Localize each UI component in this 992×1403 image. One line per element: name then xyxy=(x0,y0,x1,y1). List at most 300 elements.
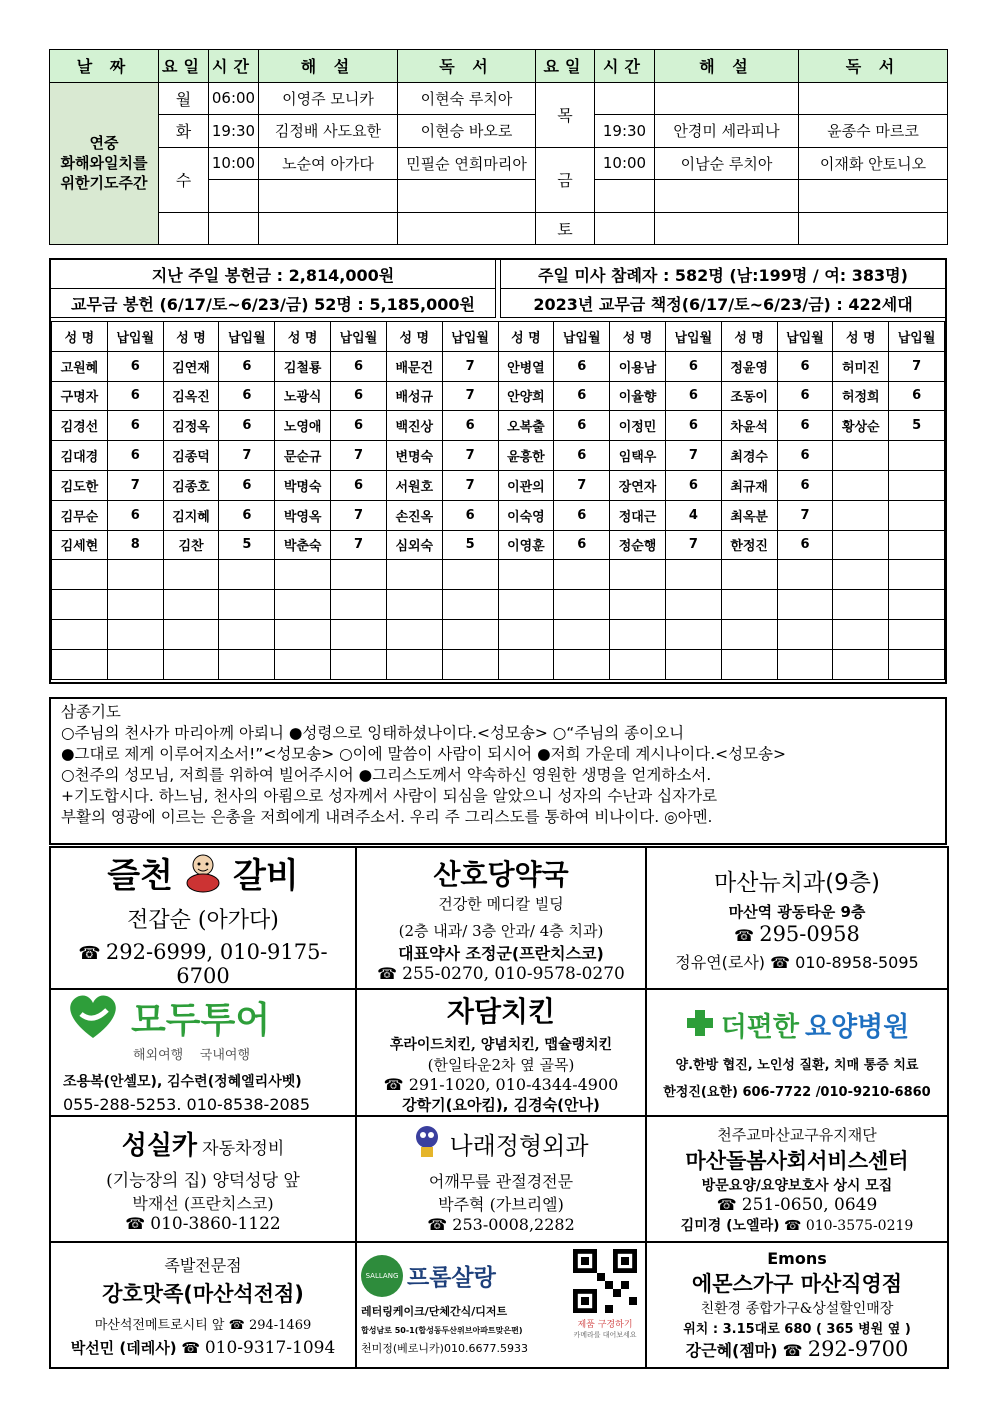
donor-name-cell: 김지혜 xyxy=(163,500,219,530)
time-cell xyxy=(595,212,655,245)
donor-name-cell: 김종덕 xyxy=(163,441,219,471)
donor-months-cell xyxy=(665,590,721,620)
day-cell xyxy=(159,212,209,245)
ad-title: 마산뉴치과(9층) xyxy=(714,869,880,896)
donor-months-cell xyxy=(889,649,945,679)
ad-detail: (한일타운2차 옆 골목) xyxy=(427,1056,575,1074)
ad-detail: 양.한방 협진, 노인성 질환, 치매 통증 치료 xyxy=(675,1058,919,1073)
donor-months-cell: 6 xyxy=(554,500,610,530)
donor-months-cell: 6 xyxy=(331,351,387,381)
commentator-cell: 이남순 루치아 xyxy=(655,147,799,180)
donor-name-cell xyxy=(721,649,777,679)
donor-name-cell xyxy=(833,649,889,679)
modetour-logo-text: 모두투어 xyxy=(131,1000,271,1041)
donor-months-cell: 6 xyxy=(665,381,721,411)
ad-owner: 정유연(로사) xyxy=(675,952,766,972)
donor-name-cell: 김경선 xyxy=(52,411,108,441)
donor-name-cell xyxy=(833,500,889,530)
donor-name-cell xyxy=(610,619,666,649)
galbi-logo-text: 갈비 xyxy=(233,856,299,896)
donor-months-cell: 7 xyxy=(331,500,387,530)
donor-row xyxy=(52,500,945,530)
ad-subtitle: 자동차정비 xyxy=(202,1138,285,1159)
ad-title: 산호당약국 xyxy=(433,857,569,891)
donor-months-cell: 6 xyxy=(777,530,833,560)
schedule-header-cell: 해 설 xyxy=(655,50,799,83)
donor-months-cell xyxy=(665,649,721,679)
donor-name-cell xyxy=(610,649,666,679)
ad-title: 강호맛족(마산석전점) xyxy=(102,1281,304,1306)
commentator-cell xyxy=(655,82,799,115)
donor-name-cell: 김세현 xyxy=(52,530,108,560)
donor-months-cell: 6 xyxy=(777,351,833,381)
donor-row xyxy=(52,441,945,471)
schedule-header-cell: 시간 xyxy=(595,50,655,83)
donor-months-cell: 6 xyxy=(219,381,275,411)
ad-detail: 후라이드치킨, 양념치킨, 맵슐랭치킨 xyxy=(389,1037,613,1053)
prayer-line: ○주님의 천사가 마리아께 아뢰니 ●성령으로 잉태하셨나이다.<성모송> ○“주님의 종이오니 xyxy=(61,724,685,742)
ad-bakery xyxy=(356,1242,646,1368)
donor-name-cell: 김종호 xyxy=(163,470,219,500)
ad-address: 위치 : 3.15대로 680 ( 365 병원 옆 ) xyxy=(683,1322,911,1337)
label-line: 위한기도주간 xyxy=(60,174,148,193)
commentator-cell: 안경미 세라피나 xyxy=(655,115,799,148)
ad-title: 프롬살랑 xyxy=(407,1265,496,1291)
donor-name-cell xyxy=(52,619,108,649)
ad-owner: 김미경 (노엘라) xyxy=(680,1217,780,1234)
donor-name-cell: 백진상 xyxy=(386,411,442,441)
ad-subtitle: 방문요양/요양보호사 상시 모집 xyxy=(701,1177,893,1194)
months-header: 납입월 xyxy=(889,322,945,352)
reader-cell xyxy=(799,212,948,245)
donor-months-cell xyxy=(219,590,275,620)
donor-name-cell xyxy=(498,590,554,620)
donor-months-cell: 6 xyxy=(665,470,721,500)
donor-name-cell: 박명숙 xyxy=(275,470,331,500)
donor-name-cell xyxy=(721,560,777,590)
donor-name-cell xyxy=(610,560,666,590)
donor-row xyxy=(52,649,945,679)
cross-icon xyxy=(685,1008,715,1042)
ad-pharmacy xyxy=(356,847,646,989)
ad-orthopedics xyxy=(356,1116,646,1242)
donor-months-cell xyxy=(554,619,610,649)
donor-name-cell: 김대경 xyxy=(52,441,108,471)
ad-org: 천주교마산교구유지재단 xyxy=(717,1125,877,1144)
donor-months-cell: 7 xyxy=(219,441,275,471)
sallang-badge: SALLANG xyxy=(361,1255,403,1297)
donor-name-cell xyxy=(52,560,108,590)
donor-name-cell xyxy=(386,590,442,620)
donor-months-cell xyxy=(442,590,498,620)
heart-logo-icon xyxy=(63,992,123,1044)
donor-name-cell xyxy=(163,649,219,679)
donor-name-cell xyxy=(275,619,331,649)
qr-code-icon[interactable] xyxy=(573,1249,637,1313)
months-header: 납입월 xyxy=(442,322,498,352)
ad-phone: 055-288-5253. 010-8538-2085 xyxy=(63,1094,311,1114)
ad-phone: 251-0650, 0649 xyxy=(741,1194,878,1215)
ad-phone: 010-9317-1094 xyxy=(204,1337,336,1358)
phone-icon: ☎ xyxy=(181,1338,201,1357)
donor-months-cell: 6 xyxy=(331,381,387,411)
donor-months-cell: 7 xyxy=(777,500,833,530)
phone-icon: ☎ xyxy=(770,952,791,972)
ad-subtitle: 친환경 종합가구&상설할인매장 xyxy=(700,1301,894,1317)
donor-name-cell: 한정진 xyxy=(721,530,777,560)
donor-months-cell: 6 xyxy=(554,351,610,381)
donor-name-cell: 이관의 xyxy=(498,470,554,500)
donor-months-cell xyxy=(777,649,833,679)
donor-months-cell: 7 xyxy=(442,441,498,471)
ad-galbi xyxy=(50,847,356,989)
ad-owner: 전갑순 (아가다) xyxy=(127,908,279,933)
phone-icon: ☎ xyxy=(383,1075,404,1094)
donor-months-cell: 7 xyxy=(889,351,945,381)
months-header: 납입월 xyxy=(219,322,275,352)
schedule-header-cell: 독 서 xyxy=(398,50,536,83)
donor-row xyxy=(52,381,945,411)
donor-name-cell: 서원호 xyxy=(386,470,442,500)
donor-name-cell xyxy=(498,649,554,679)
name-header: 성 명 xyxy=(610,322,666,352)
donor-months-cell xyxy=(219,560,275,590)
donor-name-cell: 황상순 xyxy=(833,411,889,441)
ad-hospital xyxy=(646,989,948,1116)
ad-detail: 레터링케이크/단체간식/디저트 xyxy=(361,1304,508,1318)
donor-months-cell xyxy=(777,560,833,590)
donor-months-cell: 6 xyxy=(107,411,163,441)
donor-name-cell: 손진옥 xyxy=(386,500,442,530)
commentator-cell: 이영주 모니카 xyxy=(259,82,398,115)
ad-chicken xyxy=(356,989,646,1116)
last-week-offering: 지난 주일 봉헌금 : 2,814,000원 xyxy=(51,260,496,289)
donor-months-cell: 6 xyxy=(665,351,721,381)
ad-subtitle: 건강한 메디칼 빌딩 xyxy=(438,894,564,913)
donor-months-cell: 4 xyxy=(665,500,721,530)
donor-months-cell xyxy=(331,590,387,620)
reader-cell: 이현숙 루치아 xyxy=(398,82,536,115)
donor-name-cell: 김정옥 xyxy=(163,411,219,441)
donor-months-cell: 5 xyxy=(442,530,498,560)
ad-phone: 292-9700 xyxy=(807,1337,909,1361)
donor-months-cell: 6 xyxy=(107,500,163,530)
commentator-cell: 노순여 아가다 xyxy=(259,147,398,180)
ad-carrepair xyxy=(50,1116,356,1242)
donor-months-cell xyxy=(442,649,498,679)
ad-subtitle: 족발전문점 xyxy=(164,1255,242,1275)
day-cell: 금 xyxy=(536,147,595,212)
donor-months-cell xyxy=(665,560,721,590)
donor-name-cell: 김도한 xyxy=(52,470,108,500)
donor-name-cell: 김옥진 xyxy=(163,381,219,411)
reader-cell: 이현승 바오로 xyxy=(398,115,536,148)
donor-name-cell xyxy=(275,649,331,679)
donor-months-cell: 7 xyxy=(442,381,498,411)
donor-months-cell: 7 xyxy=(554,470,610,500)
donor-name-cell xyxy=(163,590,219,620)
donor-name-cell: 이율향 xyxy=(610,381,666,411)
time-cell: 19:30 xyxy=(595,115,655,148)
donor-name-cell: 김무순 xyxy=(52,500,108,530)
donor-name-cell: 구명자 xyxy=(52,381,108,411)
name-header: 성 명 xyxy=(498,322,554,352)
phone-icon: ☎ xyxy=(734,925,755,945)
donor-name-cell: 정대근 xyxy=(610,500,666,530)
label-line: 화해와일치를 xyxy=(60,154,148,173)
ad-subtitle: 마산역 광동타운 9층 xyxy=(728,902,866,921)
donor-months-cell xyxy=(554,649,610,679)
months-header: 납입월 xyxy=(331,322,387,352)
dues-assessment: 2023년 교무금 책정(6/17/토~6/23/금) : 422세대 xyxy=(501,289,946,318)
donor-months-cell xyxy=(554,590,610,620)
donor-name-cell xyxy=(163,560,219,590)
name-header: 성 명 xyxy=(721,322,777,352)
donor-row xyxy=(52,351,945,381)
donor-months-cell xyxy=(442,619,498,649)
reader-cell: 윤종수 마르코 xyxy=(799,115,948,148)
donor-name-cell xyxy=(386,560,442,590)
ad-phone: 010-3860-1122 xyxy=(150,1213,281,1234)
donor-header-row xyxy=(52,322,945,352)
donor-name-cell: 김철룡 xyxy=(275,351,331,381)
time-cell: 10:00 xyxy=(209,147,259,180)
donor-months-cell xyxy=(442,560,498,590)
months-header: 납입월 xyxy=(777,322,833,352)
donor-name-cell xyxy=(833,560,889,590)
name-header: 성 명 xyxy=(52,322,108,352)
donor-name-cell xyxy=(52,590,108,620)
ad-detail: (2층 내과/ 3층 안과/ 4층 치과) xyxy=(398,921,604,940)
donor-name-cell: 윤흥한 xyxy=(498,441,554,471)
reader-cell: 민필순 연희마리아 xyxy=(398,147,536,180)
reader-cell: 이재화 안토니오 xyxy=(799,147,948,180)
donor-months-cell: 7 xyxy=(107,470,163,500)
donor-name-cell: 최규재 xyxy=(721,470,777,500)
donor-months-cell xyxy=(331,560,387,590)
donor-months-cell: 8 xyxy=(107,530,163,560)
donor-name-cell xyxy=(275,590,331,620)
reader-cell xyxy=(398,212,536,245)
donor-months-cell: 5 xyxy=(219,530,275,560)
ad-phone: 294-1469 xyxy=(248,1317,312,1333)
donor-name-cell xyxy=(721,619,777,649)
donor-name-cell: 정윤영 xyxy=(721,351,777,381)
qr-caption: 카메라를 대어보세요 xyxy=(573,1331,637,1339)
time-cell: 10:00 xyxy=(595,147,655,180)
ad-jokbal xyxy=(50,1242,356,1368)
ad-owner: 박선민 (데레사) xyxy=(70,1338,177,1357)
donor-name-cell: 조동이 xyxy=(721,381,777,411)
commentator-cell xyxy=(259,180,398,213)
phone-icon: ☎ xyxy=(716,1194,737,1214)
phone-icon: ☎ xyxy=(125,1213,146,1233)
donor-name-cell: 허정희 xyxy=(833,381,889,411)
donor-months-cell xyxy=(889,590,945,620)
time-cell xyxy=(209,212,259,245)
donor-name-cell xyxy=(833,619,889,649)
donor-name-cell: 임택우 xyxy=(610,441,666,471)
donor-months-cell xyxy=(107,619,163,649)
donor-months-cell: 6 xyxy=(331,470,387,500)
schedule-header-cell: 요일 xyxy=(159,50,209,83)
ad-phone: 010-3575-0219 xyxy=(805,1217,914,1234)
donor-months-cell: 6 xyxy=(665,411,721,441)
donor-months-cell xyxy=(219,649,275,679)
ad-tag: 해외여행 xyxy=(133,1047,184,1063)
donor-months-cell: 6 xyxy=(777,411,833,441)
prayer-line: ●그대로 제게 이루어지소서!”<성모송> ○이에 말씀이 사람이 되시어 ●저희 가운데 계시나이다.<성모송> xyxy=(61,745,787,763)
ad-detail: 어깨무릎 관절경전문 xyxy=(428,1171,574,1191)
dues-offering: 교무금 봉헌 (6/17/토~6/23/금) 52명 : 5,185,000원 xyxy=(51,289,496,318)
schedule-header-cell: 해 설 xyxy=(259,50,398,83)
day-cell: 수 xyxy=(159,147,209,212)
donor-name-cell xyxy=(163,619,219,649)
donor-months-cell xyxy=(889,441,945,471)
donor-name-cell: 이영훈 xyxy=(498,530,554,560)
ad-owner: 강근혜(젬마) xyxy=(685,1341,778,1360)
schedule-header-cell: 시간 xyxy=(209,50,259,83)
offering-summary xyxy=(51,260,945,318)
ad-phone: 295-0958 xyxy=(759,921,860,946)
ad-dental xyxy=(646,847,948,989)
ad-tag: 국내여행 xyxy=(199,1047,250,1063)
donor-name-cell: 최옥분 xyxy=(721,500,777,530)
donor-months-cell: 6 xyxy=(777,441,833,471)
donor-months-cell: 6 xyxy=(331,411,387,441)
donor-row xyxy=(52,411,945,441)
ad-title: 마산돌봄사회서비스센터 xyxy=(685,1148,909,1173)
donor-row xyxy=(52,590,945,620)
mascot-icon xyxy=(413,1125,441,1163)
time-cell xyxy=(595,82,655,115)
donor-name-cell xyxy=(498,619,554,649)
label-line: 연중 xyxy=(89,134,119,153)
donor-name-cell: 오복출 xyxy=(498,411,554,441)
donor-months-cell xyxy=(777,619,833,649)
donor-months-cell: 6 xyxy=(219,470,275,500)
donor-name-cell: 이용남 xyxy=(610,351,666,381)
donor-name-cell: 노광식 xyxy=(275,381,331,411)
donor-name-cell xyxy=(386,649,442,679)
offering-section xyxy=(49,258,947,684)
donor-months-cell: 6 xyxy=(554,381,610,411)
ad-phone: 한정진(요한) 606-7722 /010-9210-6860 xyxy=(663,1085,931,1100)
schedule-header-cell: 날 짜 xyxy=(50,50,159,83)
reader-cell xyxy=(799,82,948,115)
donor-row xyxy=(52,470,945,500)
donor-row xyxy=(52,530,945,560)
qr-caption: 제품 구경하기 xyxy=(577,1320,633,1330)
donor-name-cell: 안양희 xyxy=(498,381,554,411)
donor-months-cell xyxy=(107,590,163,620)
hospital-logo-text: 더편한 xyxy=(720,1012,799,1043)
chef-mascot-icon xyxy=(181,849,225,897)
donor-name-cell xyxy=(275,560,331,590)
ad-title: 자담치킨 xyxy=(446,995,556,1028)
months-header: 납입월 xyxy=(665,322,721,352)
donor-months-cell xyxy=(665,619,721,649)
commentator-cell: 김정배 사도요한 xyxy=(259,115,398,148)
donor-row xyxy=(52,560,945,590)
ad-care-center xyxy=(646,1116,948,1242)
ad-owner: 강학기(요아킴), 김경숙(안나) xyxy=(402,1096,600,1114)
phone-icon: ☎ xyxy=(78,943,101,964)
donor-name-cell: 심외숙 xyxy=(386,530,442,560)
prayer-line: +기도합시다. 하느님, 천사의 아룀으로 성자께서 사람이 되심을 알았으니 성자의 수난과 십자가로 xyxy=(61,787,718,805)
ad-furniture xyxy=(646,1242,948,1368)
time-cell: 19:30 xyxy=(209,115,259,148)
commentator-cell xyxy=(655,180,799,213)
donor-name-cell xyxy=(833,470,889,500)
donor-name-cell xyxy=(610,590,666,620)
ad-phone: 천미정(베로니카)010.6677.5933 xyxy=(361,1341,528,1355)
donor-months-cell: 6 xyxy=(219,351,275,381)
donor-name-cell: 정순행 xyxy=(610,530,666,560)
donor-months-cell xyxy=(889,530,945,560)
donor-months-cell: 6 xyxy=(554,411,610,441)
donor-name-cell: 장연자 xyxy=(610,470,666,500)
phone-icon: ☎ xyxy=(783,1217,802,1234)
ad-title: 성실카 xyxy=(121,1130,198,1161)
ad-phone: 292-6999, 010-9175-6700 xyxy=(105,940,328,988)
schedule-week-label xyxy=(50,82,159,245)
donor-months-cell: 6 xyxy=(889,381,945,411)
donor-months-cell xyxy=(777,590,833,620)
months-header: 납입월 xyxy=(554,322,610,352)
name-header: 성 명 xyxy=(275,322,331,352)
donor-months-cell xyxy=(219,619,275,649)
donor-months-cell: 6 xyxy=(554,530,610,560)
donor-row xyxy=(52,619,945,649)
donor-months-cell xyxy=(331,619,387,649)
donor-name-cell: 노영애 xyxy=(275,411,331,441)
ads-grid xyxy=(49,846,949,1369)
schedule-header-cell: 독 서 xyxy=(799,50,948,83)
donor-months-cell xyxy=(889,619,945,649)
commentator-cell xyxy=(655,212,799,245)
donor-months-cell: 6 xyxy=(777,381,833,411)
donor-name-cell: 허미진 xyxy=(833,351,889,381)
ad-owner: 대표약사 조정군(프란치스코) xyxy=(398,943,604,963)
name-header: 성 명 xyxy=(386,322,442,352)
donor-months-cell: 6 xyxy=(219,500,275,530)
donor-name-cell xyxy=(833,530,889,560)
ad-phone: 255-0270, 010-9578-0270 xyxy=(402,963,625,984)
galbi-logo-text: 즐천 xyxy=(107,856,173,896)
ad-phone: 253-0008,2282 xyxy=(452,1214,575,1234)
donor-name-cell: 고원혜 xyxy=(52,351,108,381)
donor-name-cell: 차윤석 xyxy=(721,411,777,441)
phone-icon: ☎ xyxy=(427,1214,448,1234)
schedule-header-row xyxy=(50,50,948,83)
donor-months-cell: 6 xyxy=(107,351,163,381)
phone-icon: ☎ xyxy=(782,1341,803,1360)
donor-months-cell: 6 xyxy=(107,381,163,411)
donor-months-cell xyxy=(331,649,387,679)
time-cell: 06:00 xyxy=(209,82,259,115)
donor-months-cell: 7 xyxy=(665,441,721,471)
donor-months-cell xyxy=(107,649,163,679)
ad-owner: 조용복(안셀모), 김수련(정혜엘리사벳) xyxy=(63,1073,302,1090)
ad-title: 에몬스가구 마산직영점 xyxy=(691,1272,903,1296)
donor-months-cell: 7 xyxy=(331,441,387,471)
donor-name-cell: 김연재 xyxy=(163,351,219,381)
donor-name-cell xyxy=(498,560,554,590)
donor-name-cell: 이정민 xyxy=(610,411,666,441)
donor-months-cell: 7 xyxy=(442,470,498,500)
ad-address: 합성남로 50-1(합성동두산위브아파트맞은편) xyxy=(361,1325,523,1335)
